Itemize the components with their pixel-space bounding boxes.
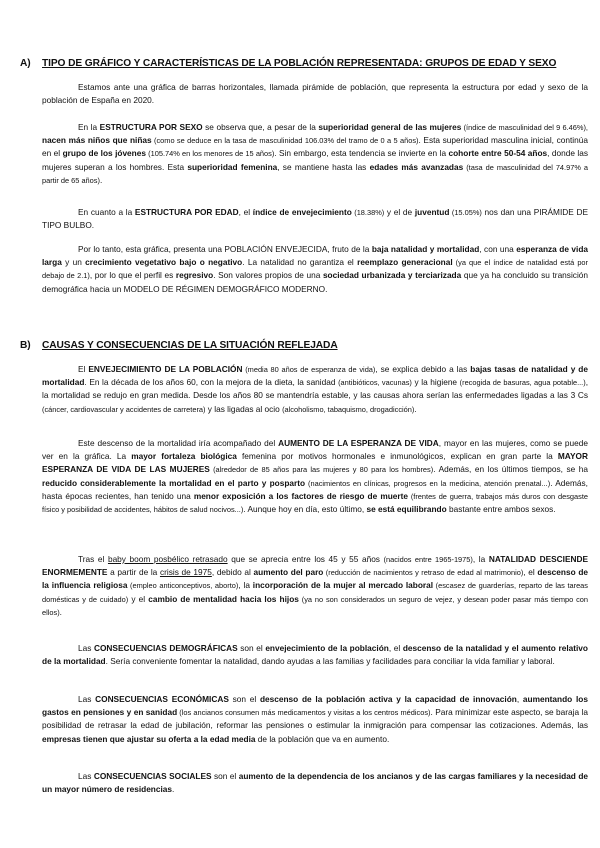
text-run: Por lo tanto, esta gráfica, presenta una POBLACIÓN ENVEJECIDA, fruto de la <box>78 244 372 254</box>
text-run: nos dan una PIRÁMIDE DE TIPO BULBO. <box>42 207 589 231</box>
section-a-paragraph-4 <box>42 243 588 296</box>
text-run: y el de <box>384 207 415 217</box>
bold-text: baja natalidad y mortalidad <box>371 244 480 254</box>
section-a-title: TIPO DE GRÁFICO Y CARACTERÍSTICAS DE LA POBLACIÓN REPRESENTADA: GRUPOS DE EDAD Y SEXO <box>42 58 557 69</box>
bold-text: envejecimiento de la población <box>265 643 389 653</box>
bold-text: bajas tasas de natalidad y de mortalidad <box>42 364 588 388</box>
parenthetical-text: (nacimientos en clínicas, progresos en la medicina, atención prenatal...) <box>305 478 551 488</box>
bold-text: sociedad urbanizada y terciarizada <box>322 270 462 281</box>
parenthetical-text: (tasa de masculinidad del 74.97% a partir de 65 años) <box>42 162 588 185</box>
bold-text: MAYOR ESPERANZA DE VIDA DE LAS MUJERES <box>42 451 588 475</box>
text-run: , el <box>238 207 253 217</box>
bold-text: descenso de la influencia religiosa <box>42 567 589 591</box>
bold-text: AUMENTO DE LA ESPERANZA DE VIDA <box>278 438 439 448</box>
parenthetical-text: (índice de masculinidad del 9 6.46%), <box>461 123 588 132</box>
bold-text: mayor fortaleza biológica <box>131 451 237 462</box>
parenthetical-text: (nacidos entre 1965-1975) <box>383 555 473 564</box>
bold-text: aumentando los gastos en pensiones y en sanidad <box>42 694 588 718</box>
parenthetical-text: (antibióticos, vacunas) <box>338 378 412 388</box>
parenthetical-text: (alrededor de 85 años para las mujeres y 80 para los hombres) <box>209 465 434 475</box>
text-run: , por lo que el perfil es <box>89 270 176 281</box>
parenthetical-text: (105.74% en los menores de 15 años) <box>145 149 275 159</box>
bold-text: menor exposición a los factores de riesgo de muerte <box>193 490 408 501</box>
text-run: . Sin embargo, esta tendencia se invierte en la <box>274 148 449 159</box>
text-run: son el <box>237 643 266 653</box>
text-run: El <box>78 364 89 374</box>
parenthetical-text: (18.38%) <box>351 208 385 217</box>
text-run: Las <box>78 771 94 781</box>
parenthetical-text: (escasez de guarderías, reparto de las tareas domésticas y de cuidado) <box>42 581 588 604</box>
text-run: . Sería conveniente fomentar la natalidad, dando ayudas a las familias y facilidades para conciliar la vida familiar y laboral. <box>105 656 555 667</box>
bold-text: incorporación de la mujer al mercado laboral <box>252 580 434 591</box>
text-run: . Esta superioridad masculina inicial, continúa en el <box>42 135 588 159</box>
bold-text: nacen más niños que niñas <box>42 135 152 146</box>
parenthetical-text: (ya que el índice de natalidad está por debajo de 2.1) <box>42 258 588 281</box>
bold-text: descenso de la natalidad y el aumento relativo de la mortalidad <box>42 643 588 667</box>
text-run: , se mantiene hasta las <box>277 161 370 172</box>
bold-text: cohorte entre 50-54 años <box>448 148 548 159</box>
parenthetical-text: (empleo anticonceptivos, aborto) <box>127 581 239 591</box>
parenthetical-text: (ya no son considerados un seguro de vejez, y desean poder pasar más tiempo con ellos) <box>42 594 588 617</box>
bold-text: aumento de la dependencia de los ancianos y de las cargas familiares y la necesidad de un mayor número de residencias <box>42 771 588 795</box>
text-run: . La natalidad no garantiza el <box>242 257 358 268</box>
text-run: , el <box>388 643 403 653</box>
bold-text: NATALIDAD DESCIENDE ENORMEMENTE <box>42 554 588 578</box>
text-run: , donde las mujeres superan a los hombres. Esta <box>42 148 588 172</box>
parenthetical-text: (como se deduce en la tasa de masculinidad 106.03% del tramo de 0 a 5 años) <box>151 136 419 146</box>
bold-text: superioridad femenina <box>187 161 278 172</box>
bold-text: descenso de la población activa y la capacidad de innovación <box>259 694 517 704</box>
text-run: y la higiene <box>411 377 460 388</box>
parenthetical-text: (alcoholismo, tabaquismo, drogadicción) <box>282 404 415 414</box>
section-b-paragraph-5 <box>42 693 588 746</box>
parenthetical-text: (frentes de guerra, trabajos más duros con desgaste físico y posibilidad de accidentes, hábitos de salud nocivos...) <box>42 491 588 515</box>
parenthetical-text: (15.05%) <box>449 208 482 217</box>
text-run: que ya ha concluido su transición demográfica hacia un MODELO DE RÉGIMEN DEMOGRÁFICO MODERNO. <box>42 270 589 294</box>
text-run: Las <box>78 694 96 704</box>
text-run: , la <box>238 580 253 591</box>
bold-text: CONSECUENCIAS DEMOGRÁFICAS <box>93 643 238 653</box>
section-a-label: A) <box>20 58 31 69</box>
bold-text: ESTRUCTURA POR SEXO <box>99 122 203 132</box>
parenthetical-text: (cáncer, cardiovascular y accidentes de carretera) <box>42 404 206 414</box>
bold-text: empresas tienen que ajustar su oferta a la edad media <box>42 733 256 744</box>
section-b-paragraph-6 <box>42 770 588 796</box>
text-run: , con una <box>479 244 517 254</box>
text-run: se observa que, a pesar de la <box>202 122 319 132</box>
text-run: , se explica debido a las <box>375 364 471 374</box>
parenthetical-text: (los ancianos consumen más medicamentos y visitas a los centros médicos) <box>177 708 431 718</box>
text-run: . Para minimizar este aspecto, se baraja la posibilidad de retrasar la edad de jubilación, reformar las pensiones o estimular la inmigración para compensar las cotizaciones. Además, las <box>42 707 588 731</box>
section-b-title: CAUSAS Y CONSECUENCIAS DE LA SITUACIÓN REFLEJADA <box>42 340 338 351</box>
text-run: , <box>516 694 523 704</box>
bold-text: grupo de los jóvenes <box>62 148 146 159</box>
text-run: Este descenso de la mortalidad iría acompañado del <box>78 438 279 448</box>
text-run: . Además, en los últimos tiempos, se ha <box>433 464 588 475</box>
text-run: . Son valores propios de una <box>213 270 323 281</box>
text-run: . Además, hasta épocas recientes, han tenido una <box>42 477 588 501</box>
text-run: , mayor en las mujeres, como se puede ver en la gráfica. La <box>42 438 589 462</box>
parenthetical-text: (media 80 años de esperanza de vida) <box>242 365 376 374</box>
bold-text: CONSECUENCIAS ECONÓMICAS <box>95 694 229 704</box>
bold-text: ENVEJECIMIENTO DE LA POBLACIÓN <box>88 364 243 374</box>
text-run: son el <box>211 771 239 781</box>
bold-text: superioridad general de las mujeres <box>318 122 462 132</box>
text-run: , la <box>472 554 489 564</box>
bold-text: ESTRUCTURA POR EDAD <box>134 207 239 217</box>
underlined-text: crisis de 1975 <box>159 567 212 578</box>
bold-text: esperanza de vida larga <box>42 244 589 268</box>
text-run: Tras el <box>78 554 108 564</box>
underlined-text: baby boom posbélico retrasado <box>107 554 228 564</box>
section-b-heading <box>20 340 338 351</box>
bold-text: índice de envejecimiento <box>252 207 352 217</box>
text-run: son el <box>228 694 260 704</box>
section-a-paragraph-1: Estamos ante una gráfica de barras horizontales, llamada pirámide de población, que representa la estructura por edad y sexo de la población de España en 2020. <box>42 82 588 106</box>
text-run: que se aprecia entre los 45 y 55 años <box>227 554 384 564</box>
text-run: bastante entre ambos sexos. <box>446 504 556 515</box>
bold-text: cambio de mentalidad hacia los hijos <box>148 593 299 604</box>
text-run: Las <box>78 643 94 653</box>
bold-text: juventud <box>414 207 450 217</box>
bold-text: regresivo <box>175 270 214 281</box>
bold-text: edades más avanzadas <box>369 161 464 172</box>
section-b-paragraph-1 <box>42 363 588 416</box>
text-run: En cuanto a la <box>78 207 135 217</box>
text-run: femenina por motivos hormonales e inmunológicos, explican en gran parte la <box>236 451 558 462</box>
section-b-paragraph-2 <box>42 437 588 516</box>
bold-text: reemplazo generacional <box>357 257 453 268</box>
section-a-heading <box>20 58 556 69</box>
text-run: . <box>172 784 175 795</box>
text-run: de la población que va en aumento. <box>255 733 390 744</box>
text-run: y un <box>61 257 86 268</box>
section-b-label: B) <box>20 340 31 351</box>
section-b-paragraph-4 <box>42 642 588 668</box>
text-run: y las ligadas al ocio <box>205 403 283 414</box>
bold-text: aumento del paro <box>253 567 324 578</box>
text-run: . <box>414 403 417 414</box>
bold-text: crecimiento vegetativo bajo o negativo <box>85 257 243 268</box>
text-run: . <box>59 606 62 617</box>
section-a-paragraph-2 <box>42 121 588 187</box>
text-run: , la mortalidad se redujo en gran medida. Desde los años 80 se mantendría estable, y las causas ahora serían las enfermedades ligadas a las 3 Cs <box>42 377 588 401</box>
text-run: , debido al <box>211 567 254 578</box>
parenthetical-text: (reducción de nacimientos y retraso de edad al matrimonio) <box>323 568 524 578</box>
text-run: a partir de la <box>107 567 160 578</box>
text-run: . En la década de los años 60, con la mejora de la dieta, la sanidad <box>84 377 339 388</box>
section-a-paragraph-3 <box>42 206 588 232</box>
text-run: y el <box>128 593 149 604</box>
text-run: . <box>99 174 103 185</box>
text-run: , el <box>523 567 538 578</box>
text-run: En la <box>78 122 100 132</box>
section-b-paragraph-3 <box>42 553 588 619</box>
bold-text: reducido considerablemente la mortalidad en el parto y posparto <box>42 477 306 488</box>
parenthetical-text: (recogida de basuras, agua potable...) <box>459 378 586 388</box>
bold-text: se está equilibrando <box>366 504 447 515</box>
bold-text: CONSECUENCIAS SOCIALES <box>93 771 212 781</box>
text-run: . Aunque hoy en día, esto último, <box>243 504 367 515</box>
